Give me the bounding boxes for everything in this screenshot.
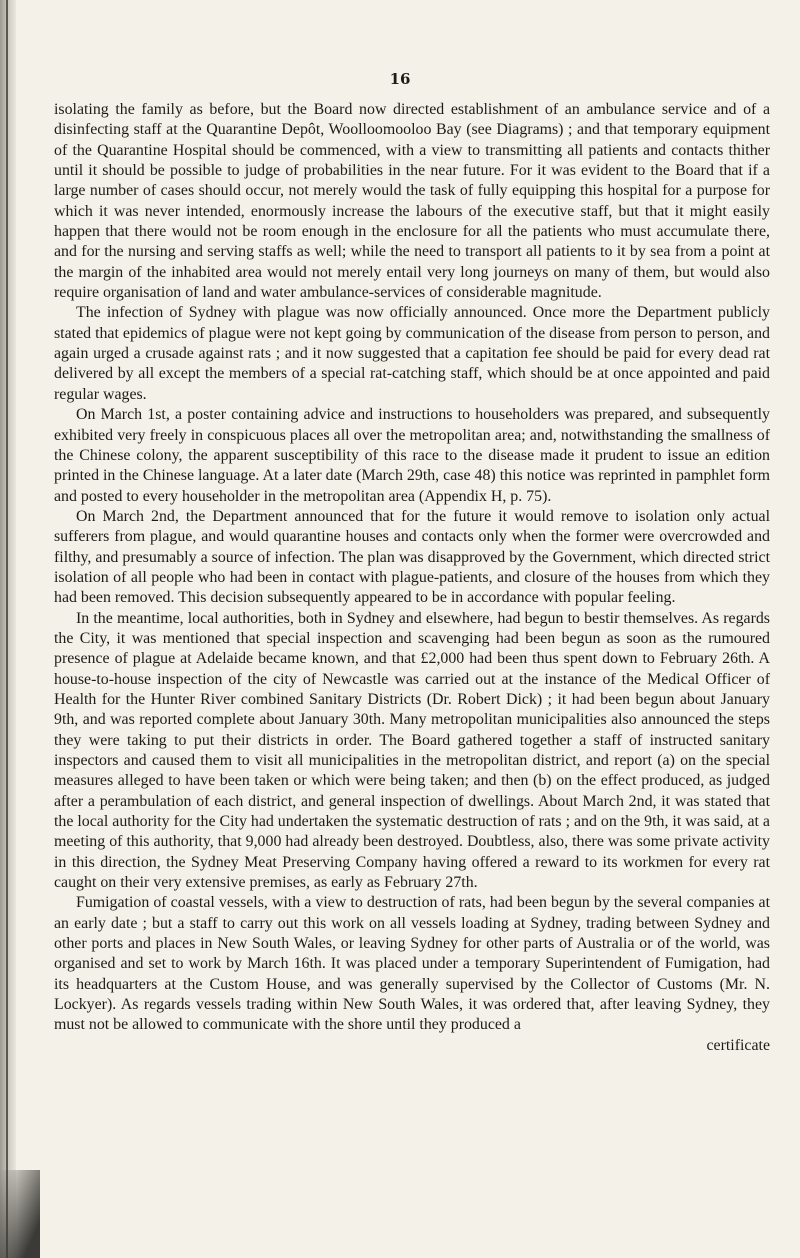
- paragraph-1: isolating the family as before, but the Board now directed establishment of an ambulance service and of a disinfecting staff at the Quarantine Depôt, Woolloomooloo Bay (see Diagrams) ; and that temporary equipment of the Quarantine Hospital should be commenced, with a view to transmitting all patients and contacts thither until it should be possible to judge of probabilities in the near future. For it was evident to the Board that if a large number of cases should occur, not merely would the task of fully equipping this hospital for a purpose for which it was never intended, enormously increase the labours of the executive staff, but that it might easily happen that there would not be room enough in the enclosure for all the patients who must accumulate there, and for the nursing and serving staffs as well; while the need to transport all patients to it by sea from a point at the margin of the inhabited area would not merely entail very long journeys on many of them, but would also require organisation of land and water ambulance-services of considerable magnitude.: [54, 101, 770, 302]
- paragraph-3: On March 1st, a poster containing advice and instructions to householders was prepared, and subsequently exhibited very freely in conspicuous places all over the metropolitan area; and, notwithstanding the smallness of the Chinese colony, the apparent susceptibility of this race to the disease made it prudent to issue an edition printed in the Chinese language. At a later date (March 29th, case 48) this notice was reprinted in pamphlet form and posted to every householder in the metropolitan area (Appendix H, p. 75).: [54, 406, 770, 505]
- page-text: [54, 100, 770, 1056]
- binding-shadow: [0, 1170, 40, 1258]
- catchword: certificate: [706, 1036, 770, 1054]
- paragraph-6: Fumigation of coastal vessels, with a view to destruction of rats, had been begun by the several companies at an early date ; but a staff to carry out this work on all vessels loading at Sydney, trading between Sydney and other ports and places in New South Wales, or leaving Sydney for other parts of Australia or of the world, was organised and set to work by March 16th. It was placed under a temporary Superintendent of Fumigation, had its headquarters at the Custom House, and was generally supervised by the Collector of Customs (Mr. N. Lockyer). As regards vessels trading within New South Wales, it was ordered that, after leaving Sydney, they must not be allowed to communicate with the shore until they produced a: [54, 894, 770, 1034]
- paragraph-2: The infection of Sydney with plague was now officially announced. Once more the Department publicly stated that epidemics of plague were not kept going by communication of the disease from person to person, and again urged a crusade against rats ; and it now suggested that a capitation fee should be paid for every dead rat delivered by all except the members of a special rat-catching staff, which should be at once appointed and paid regular wages.: [54, 304, 770, 403]
- paragraph-5: In the meantime, local authorities, both in Sydney and elsewhere, had begun to bestir themselves. As regards the City, it was mentioned that special inspection and scavenging had been begun as soon as the rumoured presence of plague at Adelaide became known, and that £2,000 had been thus spent down to February 26th. A house-to-house inspection of the city of Newcastle was carried out at the instance of the Medical Officer of Health for the Hunter River combined Sanitary Districts (Dr. Robert Dick) ; it had been begun about January 9th, and was reported complete about January 30th. Many metropolitan municipalities also announced the steps they were taking to put their districts in order. The Board gathered together a staff of instructed sanitary inspectors and caused them to visit all municipalities in the metropolitan district, and report (a) on the special measures alleged to have been taken or which were being taken; and then (b) on the effect produced, as judged after a perambulation of each district, and general inspection of dwellings. About March 2nd, it was stated that the local authority for the City had undertaken the systematic destruction of rats ; and on the 9th, it was said, at a meeting of this authority, that 9,000 had already been destroyed. Doubtless, also, there was some private activity in this direction, the Sydney Meat Preserving Company having offered a reward to its workmen for every rat caught on their very extensive premises, as early as February 27th.: [54, 609, 770, 892]
- page-number: 16: [389, 70, 411, 88]
- binding-line: [6, 0, 8, 1258]
- page-binding-edge: [0, 0, 16, 1258]
- paragraph-4: On March 2nd, the Department announced that for the future it would remove to isolation only actual sufferers from plague, and would quarantine houses and contacts only when the former were overcrowded and filthy, and presumably a source of infection. The plan was disapproved by the Government, which directed strict isolation of all people who had been in contact with plague-patients, and closure of the houses from which they had been removed. This decision subsequently appeared to be in accordance with popular feeling.: [54, 507, 770, 607]
